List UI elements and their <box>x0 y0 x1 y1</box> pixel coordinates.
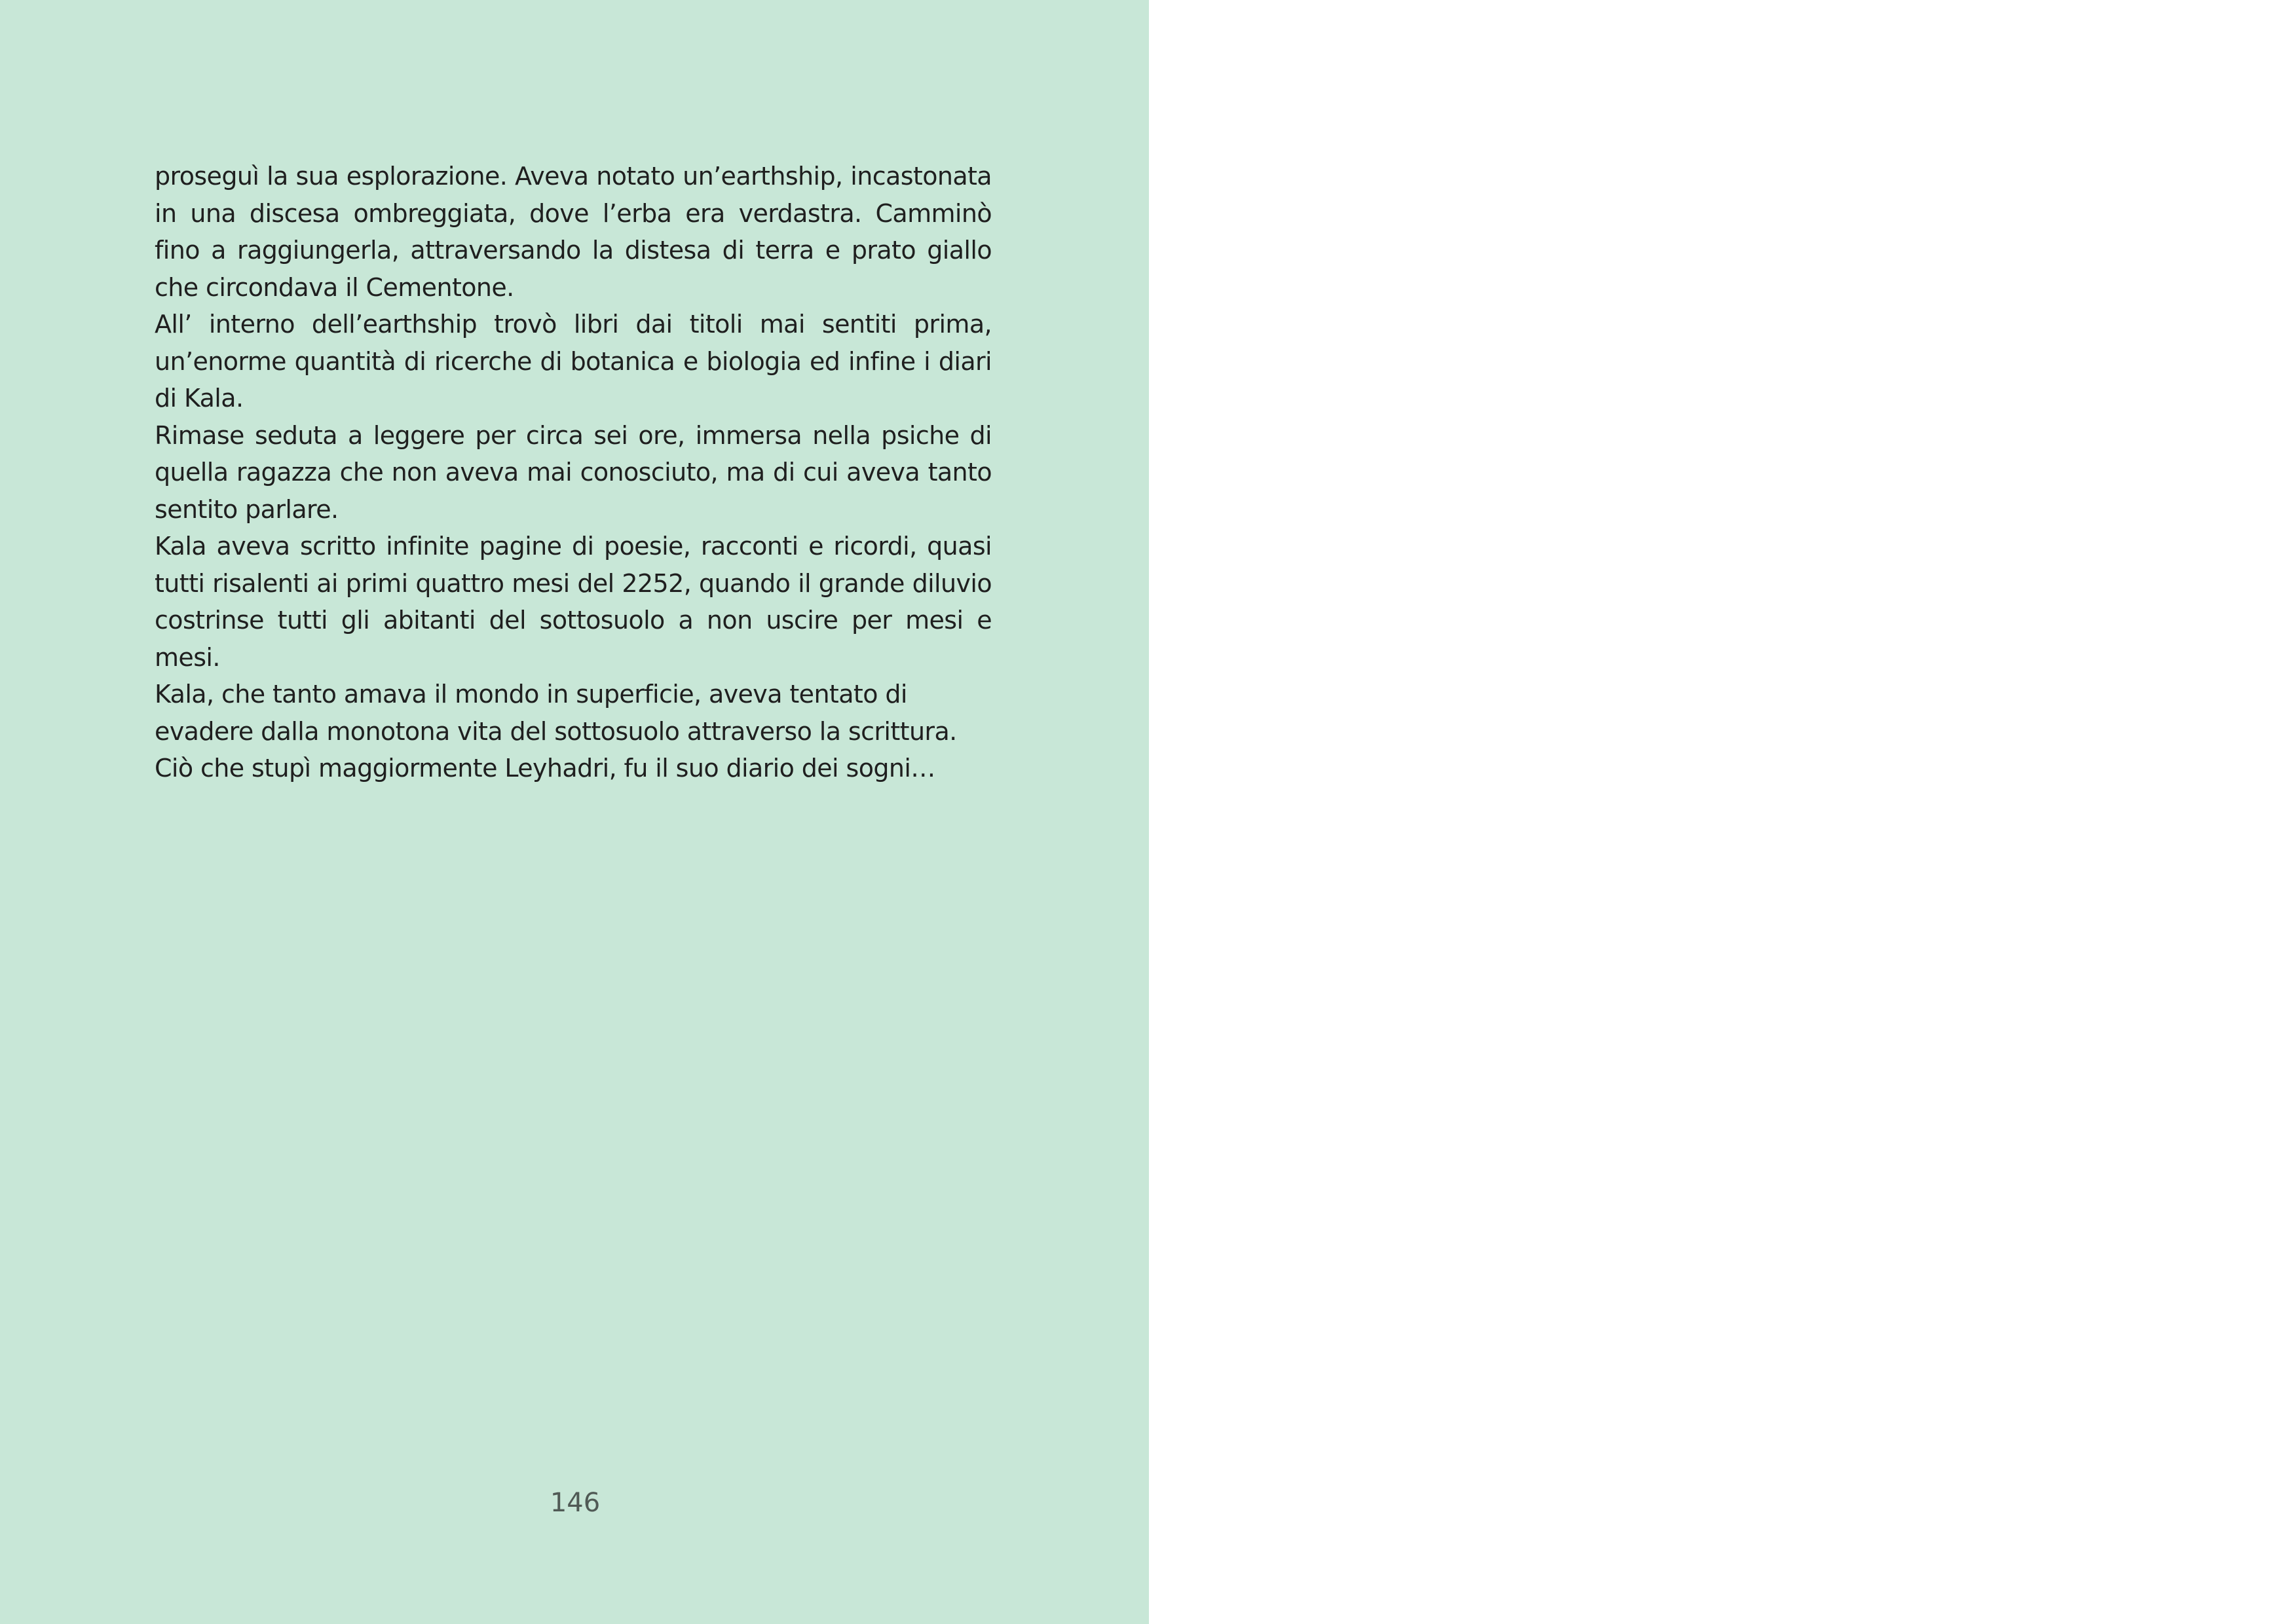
page-number: 146 <box>550 1488 601 1518</box>
right-page <box>1149 0 2290 1624</box>
paragraph: Kala, che tanto amava il mondo in superficie, aveva tentato di evadere dalla monotona vita del sottosuolo attraverso la scrittura. Ciò che stupì maggiormente Leyhadri, fu il suo diario dei sogni… <box>155 680 957 783</box>
paragraph: Kala aveva scritto infinite pagine di poesie, racconti e ricordi, quasi tutti risalenti ai primi quattro mesi del 2252, quando il grande diluvio costrinse tutti gli abitanti del sottosuolo a non uscire per mesi e mesi. <box>155 532 992 672</box>
paragraph: proseguì la sua esplorazione. Aveva notato un’earthship, incastonata in una discesa ombreggiata, dove l’erba era verdastra. Camminò fino a raggiungerla, attraversando la distesa di terra e prato giallo che circondava il Cementone. <box>155 162 992 302</box>
paragraph: All’ interno dell’earthship trovò libri dai titoli mai sentiti prima, un’enorme quantità di ricerche di botanica e biologia ed infine i diari di Kala. <box>155 310 992 413</box>
body-text <box>155 158 992 787</box>
paragraph: Rimase seduta a leggere per circa sei ore, immersa nella psiche di quella ragazza che non aveva mai conosciuto, ma di cui aveva tanto sentito parlare. <box>155 420 992 524</box>
